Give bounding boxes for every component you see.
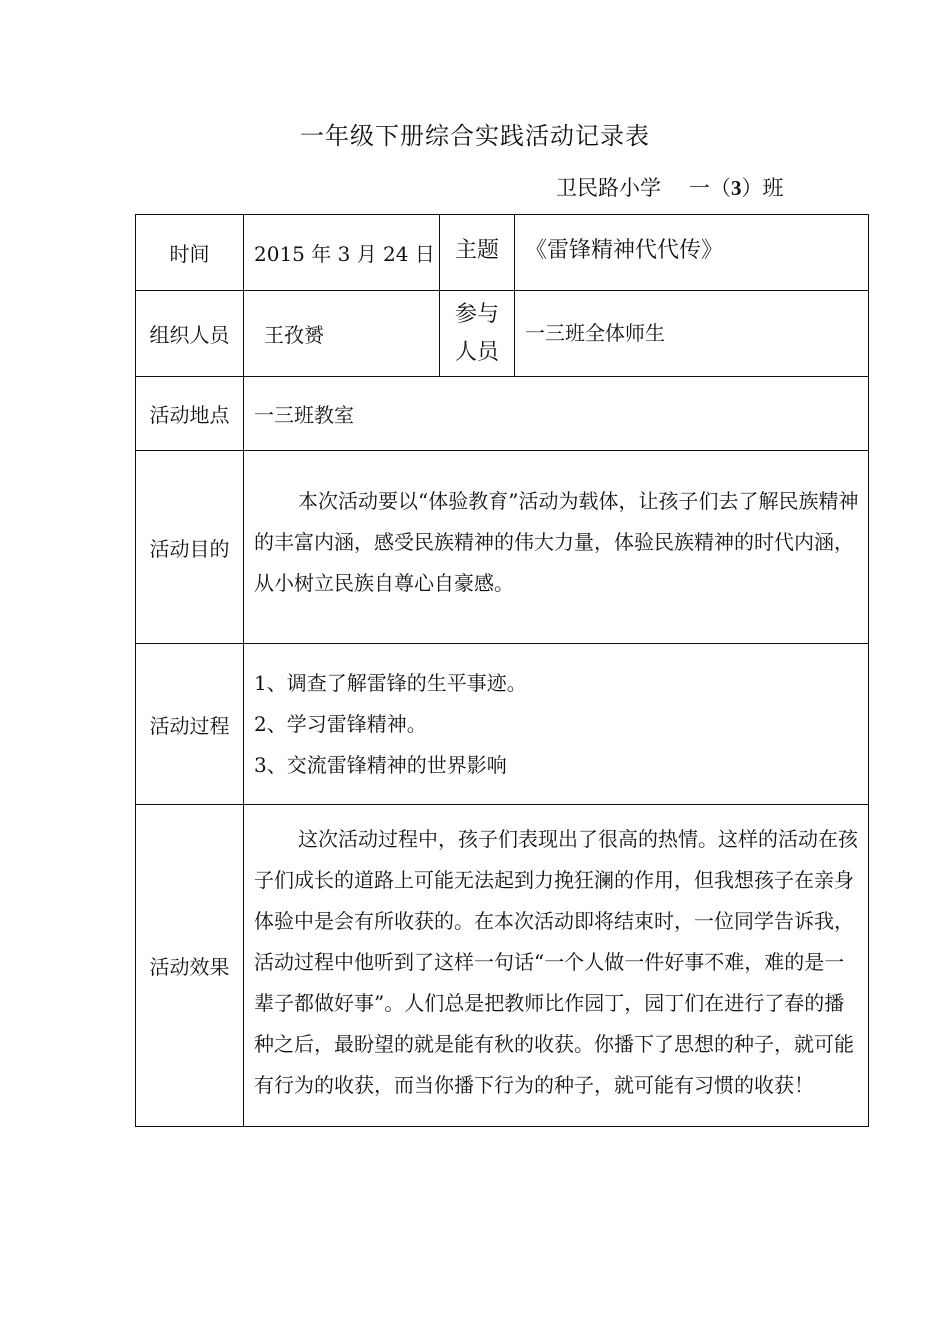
- table-row-organizer-participants: [136, 291, 869, 377]
- process-item: 3、交流雷锋精神的世界影响: [254, 752, 507, 777]
- participants-value: 一三班全体师生: [515, 291, 869, 377]
- process-label: 活动过程: [136, 644, 244, 805]
- school-class-line: [556, 172, 784, 202]
- participants-label-line2: 人员: [454, 339, 499, 365]
- participants-label-line1: 参与: [454, 301, 499, 327]
- class-number: 3: [731, 176, 742, 200]
- class-prefix: 一（: [689, 176, 731, 200]
- purpose-label: 活动目的: [136, 451, 244, 644]
- purpose-text: 本次活动要以“体验教育”活动为载体，让孩子们去了解民族精神的丰富内涵，感受民族精神的伟大力量，体验民族精神的时代内涵，从小树立民族自尊心自豪感。: [244, 451, 869, 644]
- table-row-time-theme: [136, 215, 869, 291]
- school-name: 卫民路小学: [556, 176, 661, 200]
- effect-text: 这次活动过程中，孩子们表现出了很高的热情。这样的活动在孩子们成长的道路上可能无法起到力挽狂澜的作用，但我想孩子在亲身体验中是会有所收获的。在本次活动即将结束时，一位同学告诉我，活动过程中他听到了这样一句话“一个人做一件好事不难，难的是一辈子都做好事”。人们总是把教师比作园丁，园丁们在进行了春的播种之后，最盼望的就是能有秋的收获。你播下了思想的种子，就可能有行为的收获，而当你播下行为的种子，就可能有习惯的收获！: [244, 805, 869, 1127]
- theme-label: 主题: [440, 215, 515, 291]
- class-suffix: ）班: [741, 176, 784, 200]
- effect-label: 活动效果: [136, 805, 244, 1127]
- organizer-value: 王孜赟: [244, 291, 440, 377]
- table-row-purpose: [136, 451, 869, 644]
- class-name: [689, 176, 784, 200]
- document-title: 一年级下册综合实践活动记录表: [300, 122, 650, 150]
- table-row-location: [136, 377, 869, 451]
- activity-record-table: [135, 214, 869, 1127]
- location-label: 活动地点: [136, 377, 244, 451]
- table-row-effect: [136, 805, 869, 1127]
- time-value: 2015 年 3 月 24 日: [244, 215, 440, 291]
- theme-value: 《雷锋精神代代传》: [515, 215, 869, 291]
- organizer-label: 组织人员: [136, 291, 244, 377]
- participants-label: [440, 291, 515, 377]
- table-row-process: [136, 644, 869, 805]
- process-list: [244, 644, 869, 805]
- location-value: 一三班教室: [244, 377, 869, 451]
- time-label: 时间: [136, 215, 244, 291]
- process-item: 2、学习雷锋精神。: [254, 711, 427, 736]
- process-item: 1、调查了解雷锋的生平事迹。: [254, 670, 527, 695]
